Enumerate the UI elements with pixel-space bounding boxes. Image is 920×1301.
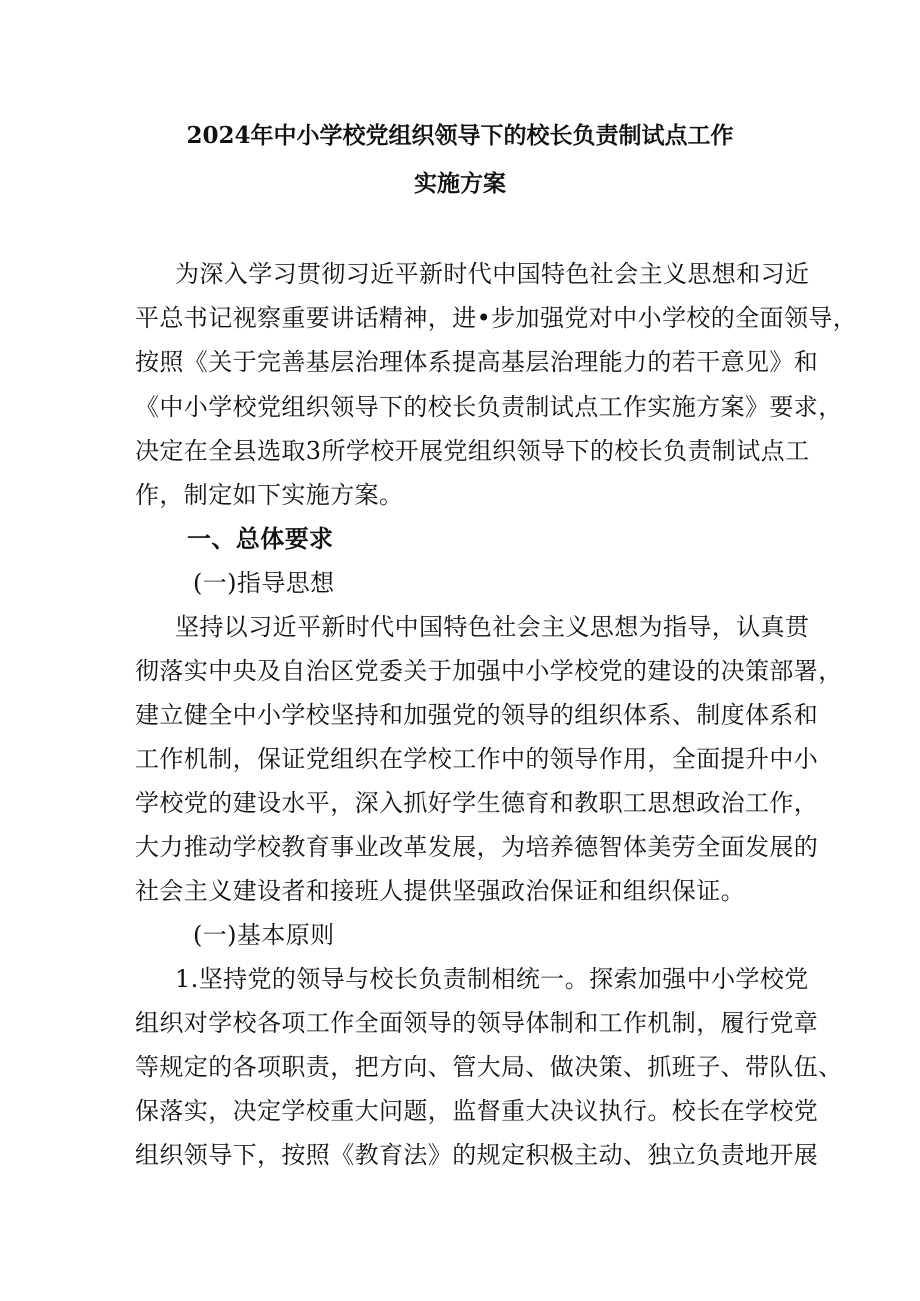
subsection-heading: (一)基本原则 bbox=[193, 921, 335, 949]
intro-paragraph-line: 平总书记视察重要讲话精神，进•步加强党对中小学校的全面领导， bbox=[135, 304, 858, 332]
intro-paragraph-line: 《中小学校党组织领导下的校长负责制试点工作实施方案》要求， bbox=[135, 393, 843, 421]
principle-paragraph-line: 保落实，决定学校重大问题，监督重大决议执行。校长在学校党 bbox=[135, 1097, 819, 1125]
document-title-line-1: 2024年中小学校党组织领导下的校长负责制试点工作 bbox=[186, 122, 734, 149]
guiding-paragraph-line: 社会主义建设者和接班人提供坚强政治保证和组织保证。 bbox=[135, 877, 745, 905]
section-heading: 一、总体要求 bbox=[187, 524, 334, 553]
subsection-heading: (一)指导思想 bbox=[193, 569, 335, 597]
principle-paragraph-line: 组织领导下，按照《教育法》的规定积极主动、独立负责地开展 bbox=[135, 1141, 819, 1169]
guiding-paragraph-line: 学校党的建设水平，深入抓好学生德育和教职工思想政治工作， bbox=[135, 789, 819, 817]
principle-paragraph-line: 等规定的各项职责，把方向、管大局、做决策、抓班子、带队伍、 bbox=[135, 1053, 843, 1081]
principle-paragraph-line: 组织对学校各项工作全面领导的领导体制和工作机制，履行党章 bbox=[135, 1009, 819, 1037]
guiding-paragraph-line: 彻落实中央及自治区党委关于加强中小学校党的建设的决策部署， bbox=[135, 657, 843, 685]
guiding-paragraph-line: 大力推动学校教育事业改革发展，为培养德智体美劳全面发展的 bbox=[135, 833, 819, 861]
intro-paragraph-line: 为深入学习贯彻习近平新时代中国特色社会主义思想和习近 bbox=[175, 260, 810, 288]
document-title-line-2: 实施方案 bbox=[414, 170, 506, 197]
guiding-paragraph-line: 坚持以习近平新时代中国特色社会主义思想为指导，认真贯 bbox=[175, 613, 810, 641]
intro-paragraph-line: 决定在全县选取3所学校开展党组织领导下的校长负责制试点工 bbox=[135, 437, 810, 465]
guiding-paragraph-line: 建立健全中小学校坚持和加强党的领导的组织体系、制度体系和 bbox=[135, 701, 819, 729]
intro-paragraph-line: 按照《关于完善基层治理体系提高基层治理能力的若干意见》和 bbox=[135, 348, 819, 376]
guiding-paragraph-line: 工作机制，保证党组织在学校工作中的领导作用，全面提升中小 bbox=[135, 745, 819, 773]
principle-paragraph-line: 1.坚持党的领导与校长负责制相统一。探索加强中小学校党 bbox=[175, 965, 809, 993]
intro-paragraph-line: 作，制定如下实施方案。 bbox=[135, 481, 404, 509]
